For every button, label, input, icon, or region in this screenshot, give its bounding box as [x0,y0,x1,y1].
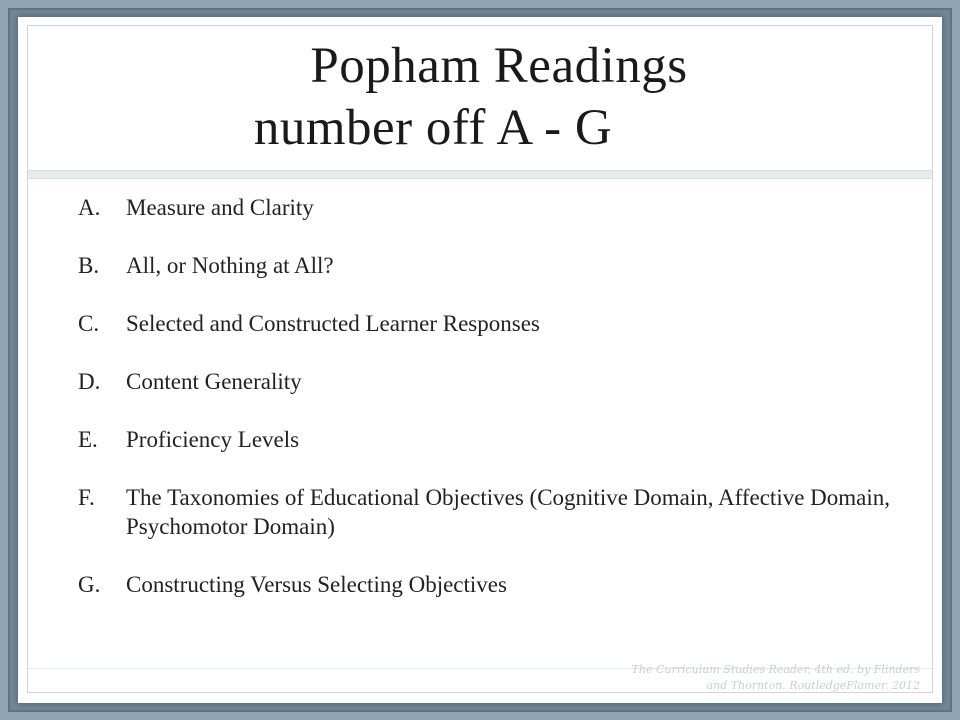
list-item-g [78,570,898,599]
item-letter: A. [78,195,101,220]
item-text: Constructing Versus Selecting Objectives [126,572,507,597]
list-item-b [78,251,898,280]
readings-list [78,193,898,628]
slide-title [18,35,942,159]
item-letter: B. [78,253,100,278]
item-letter: F. [78,485,95,510]
item-text: All, or Nothing at All? [126,253,334,278]
slide [18,17,942,703]
list-item-e [78,425,898,454]
item-text: The Taxonomies of Educational Objectives (Cognitive Domain, Affective Domain, Psychomotor Domain) [126,485,891,539]
list-item-c [78,309,898,338]
title-line-2: number off A - G [253,100,613,156]
item-letter: D. [78,369,101,394]
list-item-d [78,367,898,396]
item-text: Measure and Clarity [126,195,314,220]
footer-credit-line-2: and Thornton. RoutledgeFlamer. 2012 [706,679,920,692]
item-text: Content Generality [126,369,302,394]
list-item-f [78,483,898,541]
title-divider [28,170,932,179]
item-letter: E. [78,427,98,452]
item-text: Proficiency Levels [126,427,300,452]
list-item-a [78,193,898,222]
item-letter: G. [78,572,101,597]
item-letter: C. [78,311,100,336]
title-line-1: Popham Readings [310,38,688,94]
footer-credit [610,662,920,694]
footer-credit-line-1: The Curriculum Studies Reader, 4th ed. by Flinders [631,663,920,676]
item-text: Selected and Constructed Learner Responses [126,311,540,336]
